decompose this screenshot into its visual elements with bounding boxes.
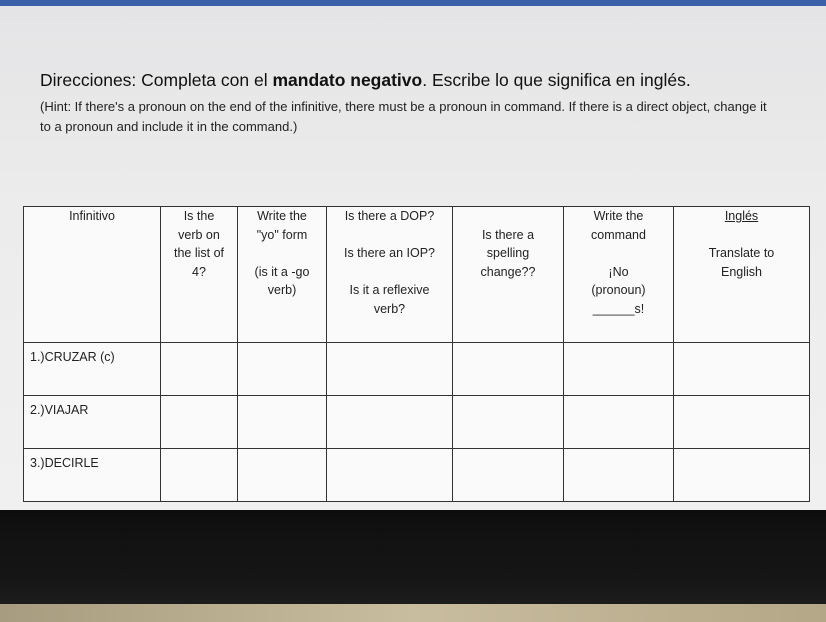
spacer: [453, 207, 563, 226]
spacer: [327, 226, 452, 245]
header-command-line: command: [591, 227, 646, 242]
answer-cell[interactable]: [564, 449, 674, 502]
answer-cell[interactable]: [327, 396, 453, 449]
title-suffix: . Escribe lo que significa en inglés.: [422, 70, 691, 90]
answer-cell[interactable]: [453, 396, 564, 449]
spacer: [327, 263, 452, 282]
answer-cell[interactable]: [161, 396, 238, 449]
answer-cell[interactable]: [238, 396, 327, 449]
header-infinitivo-label: Infinitivo: [69, 209, 115, 223]
answer-cell[interactable]: [327, 449, 453, 502]
header-list-line: 4?: [192, 264, 206, 279]
answer-cell[interactable]: [161, 343, 238, 396]
header-verb-list: [161, 207, 238, 343]
dark-background: [0, 510, 826, 610]
header-ingles-title: Inglés: [724, 209, 759, 223]
header-dop-line: Is there a DOP?: [344, 209, 435, 223]
worksheet-table: [23, 206, 810, 502]
hint-text: (Hint: If there's a pronoun on the end of the infinitive, there must be a pronoun in command. If there is a direct object, change it to a pronoun and include it in the command.): [40, 99, 767, 134]
header-spelling-line: spelling: [486, 246, 530, 260]
header-list-line: the list of: [173, 246, 225, 260]
header-row: [24, 207, 810, 343]
header-yo-line: verb): [267, 283, 297, 297]
header-yo-line: (is it a -go: [254, 264, 310, 279]
header-yo-line: Write the: [257, 209, 307, 223]
answer-cell[interactable]: [564, 396, 674, 449]
answer-cell[interactable]: [674, 449, 810, 502]
header-yo-form: [238, 207, 327, 343]
spacer: [238, 244, 326, 263]
header-command: [564, 207, 674, 343]
header-iop-line: Is there an IOP?: [343, 246, 436, 260]
header-ingles: [674, 207, 810, 343]
header-yo-line: "yo" form: [256, 227, 308, 242]
header-list-line: Is the: [183, 209, 215, 223]
header-reflexive-line: Is it a reflexive: [349, 283, 430, 297]
table-row: [24, 343, 810, 396]
desk-surface: [0, 604, 826, 622]
answer-cell[interactable]: [453, 343, 564, 396]
header-reflexive-line: verb?: [373, 301, 406, 316]
directions-title: [40, 70, 820, 91]
table-row: [24, 396, 810, 449]
title-prefix: Direcciones: Completa con el: [40, 70, 273, 90]
answer-cell[interactable]: [453, 449, 564, 502]
answer-cell[interactable]: [674, 343, 810, 396]
header-spelling-line: change??: [480, 264, 536, 279]
header-ingles-line: English: [721, 264, 762, 279]
answer-cell[interactable]: [238, 343, 327, 396]
answer-cell[interactable]: [564, 343, 674, 396]
header-list-line: verb on: [178, 227, 220, 242]
header-spelling-line: Is there a: [481, 227, 535, 242]
row-label: 2.)VIAJAR: [24, 396, 161, 449]
header-pronouns: [327, 207, 453, 343]
header-command-line: ¡No: [608, 264, 629, 279]
title-bold: mandato negativo: [272, 70, 423, 90]
table-row: [24, 449, 810, 502]
answer-cell[interactable]: [674, 396, 810, 449]
header-ingles-line: Translate to: [708, 246, 775, 260]
row-label: 3.)DECIRLE: [24, 449, 161, 502]
answer-cell[interactable]: [238, 449, 327, 502]
header-command-line: (pronoun): [591, 283, 646, 297]
header-command-line: Write the: [593, 209, 644, 223]
header-infinitivo: [24, 207, 161, 343]
answer-cell[interactable]: [327, 343, 453, 396]
header-spelling-change: [453, 207, 564, 343]
answer-cell[interactable]: [161, 449, 238, 502]
row-label: 1.)CRUZAR (c): [24, 343, 161, 396]
header-command-line: ______s!: [592, 301, 645, 316]
spacer: [674, 226, 809, 245]
spacer: [564, 244, 673, 263]
